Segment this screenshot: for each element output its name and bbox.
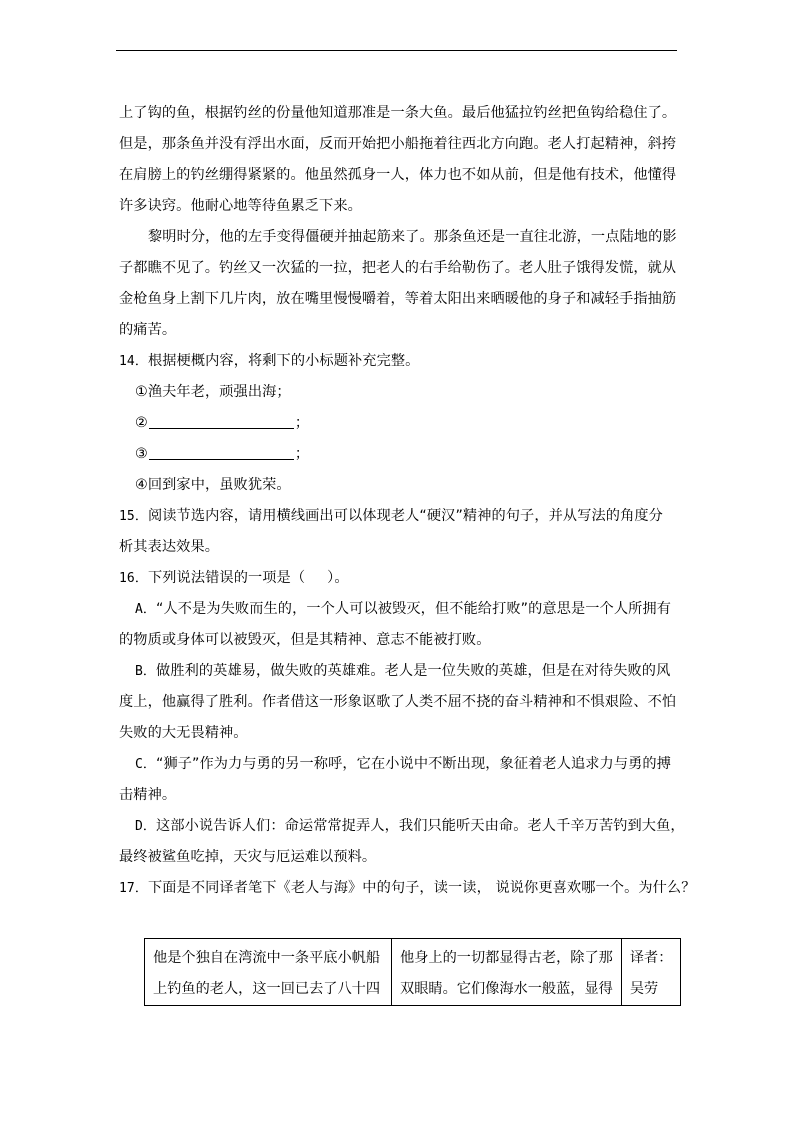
- cell-line: 他是个独自在湾流中一条平底小帆船: [153, 950, 381, 966]
- item-text: 渔夫年老，顽强出海；: [147, 384, 291, 400]
- translation-cell-1: [145, 939, 392, 1006]
- item-text: 回到家中，虽败犹荣。: [147, 477, 291, 493]
- translator-name: 吴劳: [629, 981, 659, 997]
- item-marker: ①: [135, 384, 148, 400]
- question-16: [119, 563, 685, 873]
- option-line: 最终被鲨鱼吃掉，天灾与厄运难以预料。: [119, 849, 377, 865]
- option-label: A．: [135, 602, 157, 617]
- question-number: 16．: [119, 571, 148, 586]
- subtitle-item-3: [119, 439, 679, 470]
- option-text: 这部小说告诉人们：命运常常捉弄人，我们只能听天由命。老人千辛万苦钓到大鱼，: [156, 818, 685, 834]
- passage-paragraph-1: [119, 98, 679, 222]
- option-text: “狮子”作为力与勇的另一称呼，它在小说中不断出现，象征着老人追求力与勇的搏: [156, 756, 671, 772]
- option-label: B．: [135, 664, 157, 679]
- option-text: 做胜利的英雄易，做失败的英雄难。老人是一位失败的英雄，但是在对待失败的风: [156, 663, 671, 679]
- item-suffix: ；: [294, 415, 310, 431]
- translator-label: 译者：: [629, 950, 673, 966]
- question-text: 阅读节选内容，请用横线画出可以体现老人“硬汉”精神的句子，并从写法的角度分: [147, 508, 663, 524]
- question-number: 15．: [119, 509, 148, 524]
- text-line: 金枪鱼身上割下几片肉，放在嘴里慢慢嚼着，等着太阳出来晒暖他的身子和减轻手指抽筋: [119, 291, 677, 307]
- answer-blank[interactable]: [149, 413, 294, 429]
- text-line: 但是，那条鱼并没有浮出水面，反而开始把小船拖着往西北方向跑。老人打起精神，斜挎: [119, 136, 677, 152]
- option-line: 击精神。: [119, 787, 177, 803]
- text-line: 的痛苦。: [119, 322, 177, 338]
- question-15: [119, 501, 679, 563]
- text-line: 子都瞧不见了。钓丝又一次猛的一拉，把老人的右手给勒伤了。老人肚子饿得发慌，就从: [119, 260, 677, 276]
- page-header-rule: [116, 50, 677, 51]
- subtitle-item-1: [119, 377, 679, 408]
- text-line: 黎明时分，他的左手变得僵硬并抽起筋来了。那条鱼还是一直往北游，一点陆地的影: [148, 229, 677, 245]
- option-b: [119, 656, 679, 749]
- option-label: D．: [135, 819, 157, 834]
- cell-line: 他身上的一切都显得古老，除了那: [400, 950, 613, 966]
- question-14: [119, 346, 679, 501]
- cell-line: 上钓鱼的老人，这一回已去了八十四: [153, 981, 381, 997]
- text-line: 许多诀窍。他耐心地等待鱼累乏下来。: [119, 198, 362, 214]
- option-line: 度上，他赢得了胜利。作者借这一形象讴歌了人类不屈不挠的奋斗精神和不惧艰险、不怕: [119, 694, 677, 710]
- option-line: 失败的大无畏精神。: [119, 725, 248, 741]
- question-text: 下列说法错误的一项是（: [147, 570, 306, 586]
- document-body: [119, 98, 696, 904]
- question-text-end: ）。: [327, 570, 349, 586]
- option-label: C．: [135, 757, 157, 772]
- question-number: 17．: [119, 881, 148, 896]
- subtitle-item-2: [119, 408, 679, 439]
- item-marker: ②: [135, 415, 148, 431]
- option-line: 的物质或身体可以被毁灭，但是其精神、意志不能被打败。: [119, 632, 491, 648]
- text-line: 析其表达效果。: [119, 539, 220, 555]
- translation-cell-2: [392, 939, 622, 1006]
- translator-cell: [621, 939, 681, 1006]
- question-text: 下面是不同译者笔下《老人与海》中的句子，读一读， 说说你更喜欢哪一个。为什么？: [147, 880, 696, 896]
- item-marker: ③: [135, 446, 148, 462]
- question-17: [119, 873, 696, 904]
- item-marker: ④: [135, 477, 148, 493]
- question-stem: [119, 346, 679, 377]
- option-c: [119, 749, 679, 811]
- table-row: [145, 939, 681, 1006]
- passage-paragraph-2: [119, 222, 679, 346]
- option-line: [119, 749, 679, 780]
- option-text: “人不是为失败而生的，一个人可以被毁灭，但不能给打败”的意思是一个人所拥有: [156, 601, 671, 617]
- subtitle-item-4: [119, 470, 679, 501]
- option-line: [119, 594, 679, 625]
- question-text: 根据梗概内容，将剩下的小标题补充完整。: [147, 353, 420, 369]
- text-line: 上了钩的鱼，根据钓丝的份量他知道那准是一条大鱼。最后他猛拉钓丝把鱼钩给稳住了。: [119, 105, 677, 121]
- translation-table: [144, 938, 681, 1006]
- cell-line: 双眼睛。它们像海水一般蓝，显得: [400, 981, 613, 997]
- question-number: 14．: [119, 354, 148, 369]
- option-line: [119, 811, 685, 842]
- option-a: [119, 594, 679, 656]
- option-d: [119, 811, 685, 873]
- text-line: 在肩膀上的钓丝绷得紧紧的。他虽然孤身一人，体力也不如从前，但是他有技术，他懂得: [119, 167, 677, 183]
- question-stem: [119, 563, 679, 594]
- item-suffix: ；: [294, 446, 310, 462]
- option-line: [119, 656, 679, 687]
- answer-blank[interactable]: [149, 444, 294, 460]
- question-stem: [119, 873, 696, 904]
- question-stem: [119, 501, 679, 532]
